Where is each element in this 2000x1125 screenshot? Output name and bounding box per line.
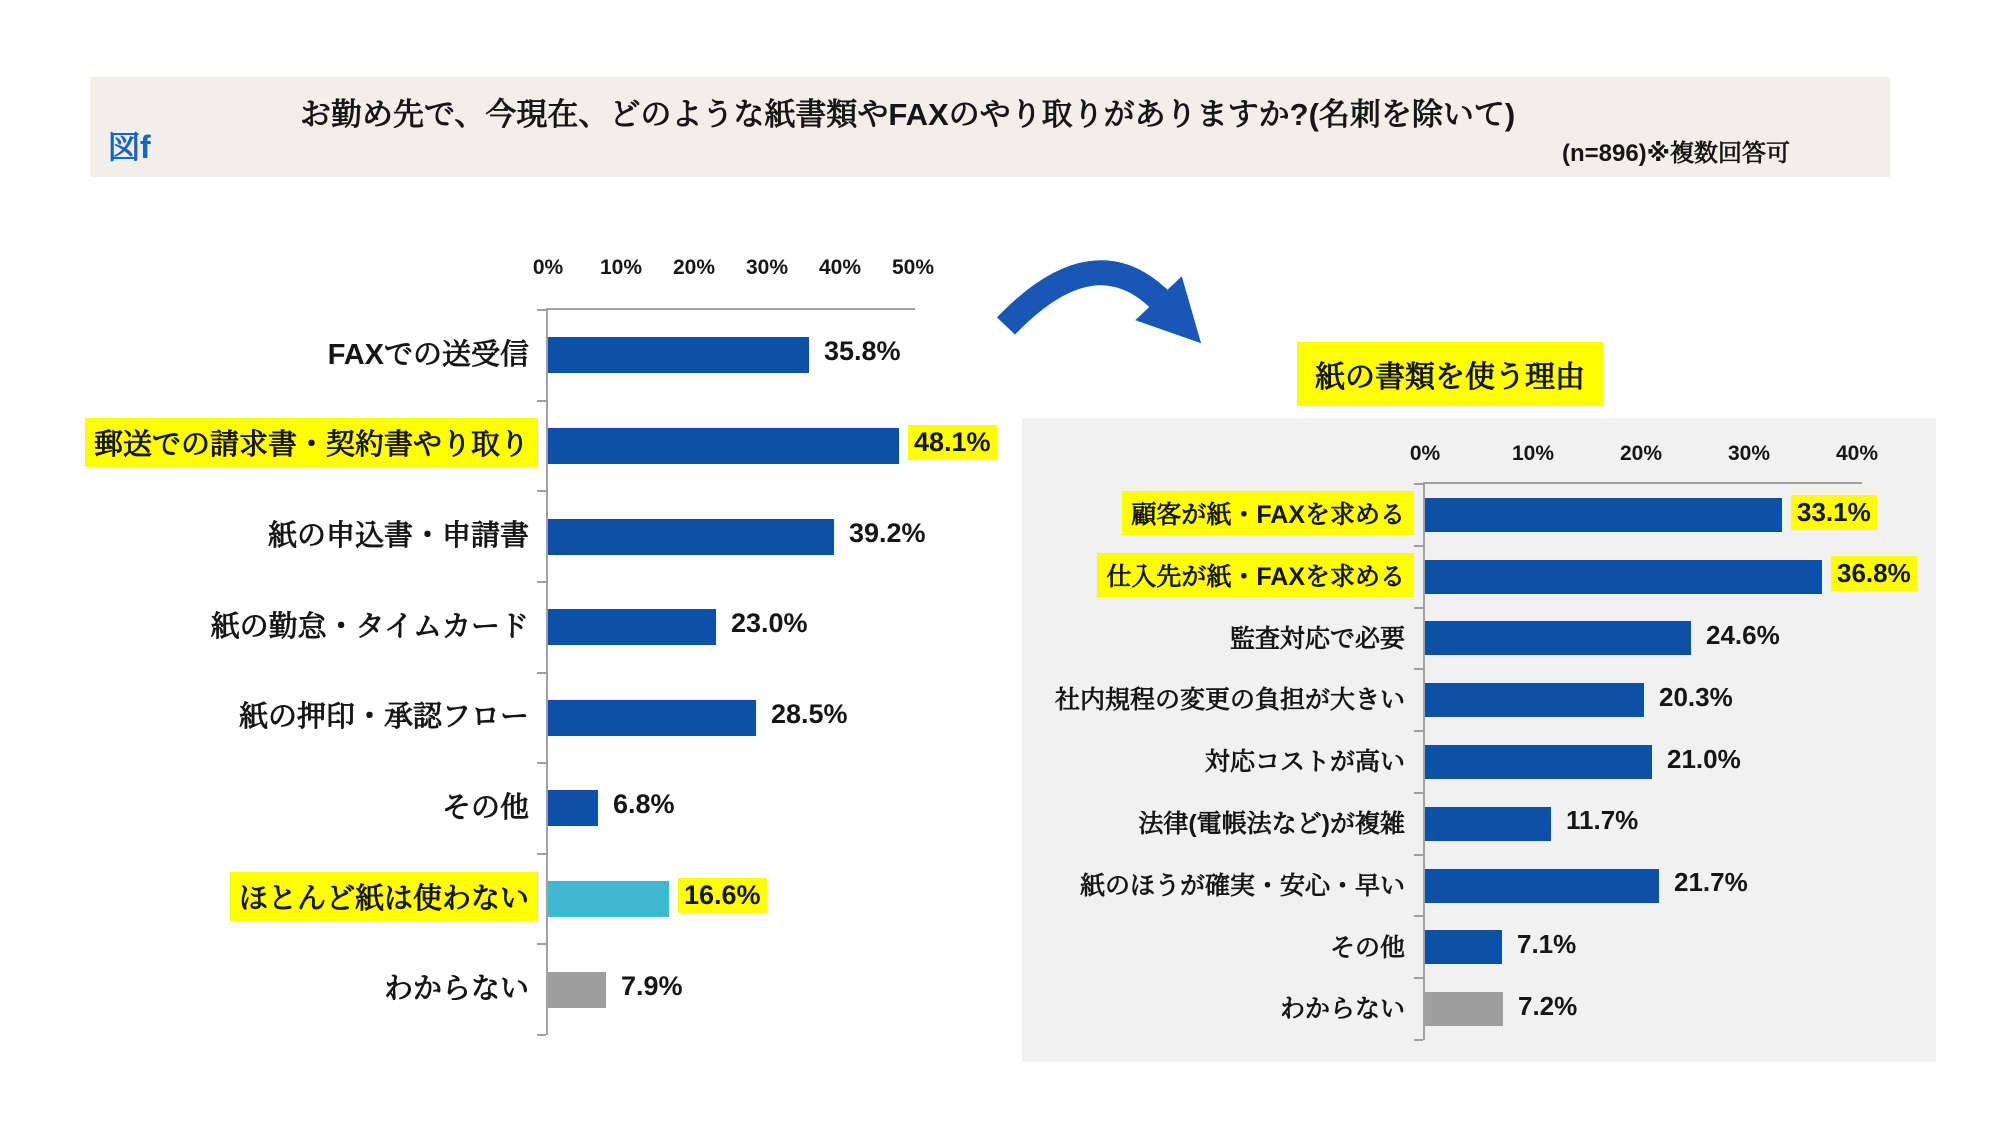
bar — [1425, 992, 1503, 1026]
plot-top-border — [546, 308, 915, 310]
axis-tick-mark — [537, 581, 546, 583]
axis-tick-mark — [1414, 607, 1423, 609]
bar — [548, 337, 809, 373]
value-label — [1700, 618, 1786, 653]
category-label — [40, 781, 538, 830]
category-label-text: 紙の勤怠・タイムカード — [210, 610, 529, 643]
category-label — [1028, 985, 1414, 1029]
category-label-text: ほとんど紙は使わない — [230, 872, 538, 921]
value-label-text: 39.2% — [849, 517, 926, 548]
value-label — [765, 697, 854, 732]
value-label-text: 28.5% — [771, 698, 848, 729]
axis-tick-label: 20% — [672, 256, 716, 279]
page-title: お勤め先で、今現在、どのような紙書類やFAXのやり取りがありますか?(名刺を除いて) — [300, 97, 1516, 132]
axis-tick-mark — [1414, 545, 1423, 547]
category-label-text: 紙のほうが確実・安心・早い — [1079, 871, 1405, 900]
category-label — [40, 418, 538, 467]
value-label — [678, 878, 767, 913]
axis-tick-label: 0% — [1409, 442, 1441, 465]
axis-tick-mark — [1414, 730, 1423, 732]
value-label — [1512, 989, 1583, 1024]
axis-tick-label: 40% — [818, 256, 862, 279]
value-label — [607, 787, 681, 822]
category-label — [40, 962, 538, 1011]
category-label — [40, 600, 538, 649]
category-label — [40, 872, 538, 921]
axis-tick-label: 10% — [599, 256, 643, 279]
value-label — [1511, 927, 1582, 962]
bar — [548, 519, 834, 555]
category-label-text: 社内規程の変更の負担が大きい — [1054, 686, 1405, 715]
bar — [1425, 930, 1502, 964]
value-label-text: 20.3% — [1659, 681, 1733, 712]
figure-label: 図f — [108, 129, 151, 165]
category-label — [1028, 862, 1414, 906]
axis-tick-mark — [1414, 977, 1423, 979]
axis-tick-mark — [537, 762, 546, 764]
axis-tick-mark — [1414, 1039, 1423, 1041]
category-label-text: 法律(電帳法など)が複雑 — [1138, 810, 1405, 839]
bar — [548, 881, 669, 917]
value-label-text: 16.6% — [678, 878, 767, 913]
axis-tick-mark — [537, 400, 546, 402]
axis-tick-label: 0% — [532, 256, 564, 279]
axis-tick-label: 40% — [1835, 442, 1879, 465]
category-label — [1028, 924, 1414, 968]
bar — [1425, 807, 1551, 841]
bar — [1425, 869, 1659, 903]
category-label — [40, 328, 538, 377]
value-label-text: 36.8% — [1831, 556, 1917, 591]
category-label — [1028, 615, 1414, 659]
axis-tick-mark — [537, 490, 546, 492]
category-label-text: わからない — [383, 973, 529, 1006]
bar — [548, 428, 899, 464]
plot-top-border — [1423, 482, 1862, 484]
category-label-text: FAXでの送受信 — [327, 338, 529, 371]
axis-tick-mark — [537, 1034, 546, 1036]
axis-tick-label: 30% — [745, 256, 789, 279]
value-label-text: 7.2% — [1518, 990, 1578, 1021]
category-label — [1028, 800, 1414, 844]
category-label-text: 紙の押印・承認フロー — [238, 701, 529, 734]
value-label-text: 48.1% — [908, 425, 997, 460]
category-label-text: わからない — [1279, 995, 1405, 1024]
bar — [548, 700, 756, 736]
header-band — [90, 77, 1890, 177]
value-label-text: 21.7% — [1674, 867, 1748, 898]
axis-tick-label: 20% — [1619, 442, 1663, 465]
category-label-text: その他 — [1329, 933, 1405, 962]
value-label — [1653, 680, 1739, 715]
value-label — [843, 516, 932, 551]
value-label — [818, 334, 907, 369]
axis-tick-mark — [1414, 915, 1423, 917]
bar — [1425, 560, 1822, 594]
category-label-text: 監査対応で必要 — [1229, 624, 1405, 653]
category-label-text: 郵送での請求書・契約書やり取り — [85, 418, 538, 467]
value-label — [908, 425, 997, 460]
axis-tick-mark — [1414, 668, 1423, 670]
value-label — [725, 606, 814, 641]
value-label — [1668, 865, 1754, 900]
axis-tick-mark — [537, 853, 546, 855]
bar — [1425, 498, 1782, 532]
axis-tick-mark — [1414, 792, 1423, 794]
category-label — [1028, 491, 1414, 535]
axis-tick-mark — [1414, 483, 1423, 485]
value-label-text: 7.9% — [621, 970, 683, 1001]
value-label-text: 6.8% — [613, 789, 675, 820]
value-label-text: 23.0% — [731, 608, 808, 639]
bar — [1425, 683, 1644, 717]
sample-size-note: (n=896)※複数回答可 — [1561, 140, 1790, 167]
category-label-text: 仕入先が紙・FAXを求める — [1097, 553, 1414, 597]
axis-tick-label: 10% — [1511, 442, 1555, 465]
curved-arrow-icon — [996, 252, 1228, 354]
axis-tick-mark — [537, 309, 546, 311]
value-label — [615, 969, 689, 1004]
axis-tick-mark — [1414, 854, 1423, 856]
value-label — [1791, 495, 1877, 530]
category-label — [40, 690, 538, 739]
category-label — [1028, 676, 1414, 720]
value-label-text: 35.8% — [824, 336, 901, 367]
bar — [1425, 621, 1691, 655]
axis-tick-label: 50% — [891, 256, 935, 279]
axis-tick-label: 30% — [1727, 442, 1771, 465]
category-label-text: 顧客が紙・FAXを求める — [1122, 491, 1414, 535]
bar — [548, 972, 606, 1008]
value-label-text: 11.7% — [1566, 805, 1639, 836]
bar — [1425, 745, 1652, 779]
value-label-text: 7.1% — [1517, 929, 1577, 960]
category-label — [1028, 738, 1414, 782]
value-label-text: 24.6% — [1706, 620, 1780, 651]
category-label — [40, 509, 538, 558]
axis-tick-mark — [537, 943, 546, 945]
category-label-text: その他 — [441, 791, 529, 824]
value-label-text: 33.1% — [1791, 495, 1877, 530]
value-label-text: 21.0% — [1667, 743, 1741, 774]
right-chart-title: 紙の書類を使う理由 — [1297, 342, 1603, 406]
value-label — [1560, 803, 1644, 838]
value-label — [1831, 556, 1917, 591]
category-label-text: 対応コストが高い — [1204, 748, 1405, 777]
bar — [548, 609, 716, 645]
axis-tick-mark — [537, 672, 546, 674]
bar — [548, 790, 598, 826]
value-label — [1661, 742, 1747, 777]
category-label — [1028, 553, 1414, 597]
category-label-text: 紙の申込書・申請書 — [267, 520, 529, 552]
category-axis-line — [546, 310, 548, 1035]
